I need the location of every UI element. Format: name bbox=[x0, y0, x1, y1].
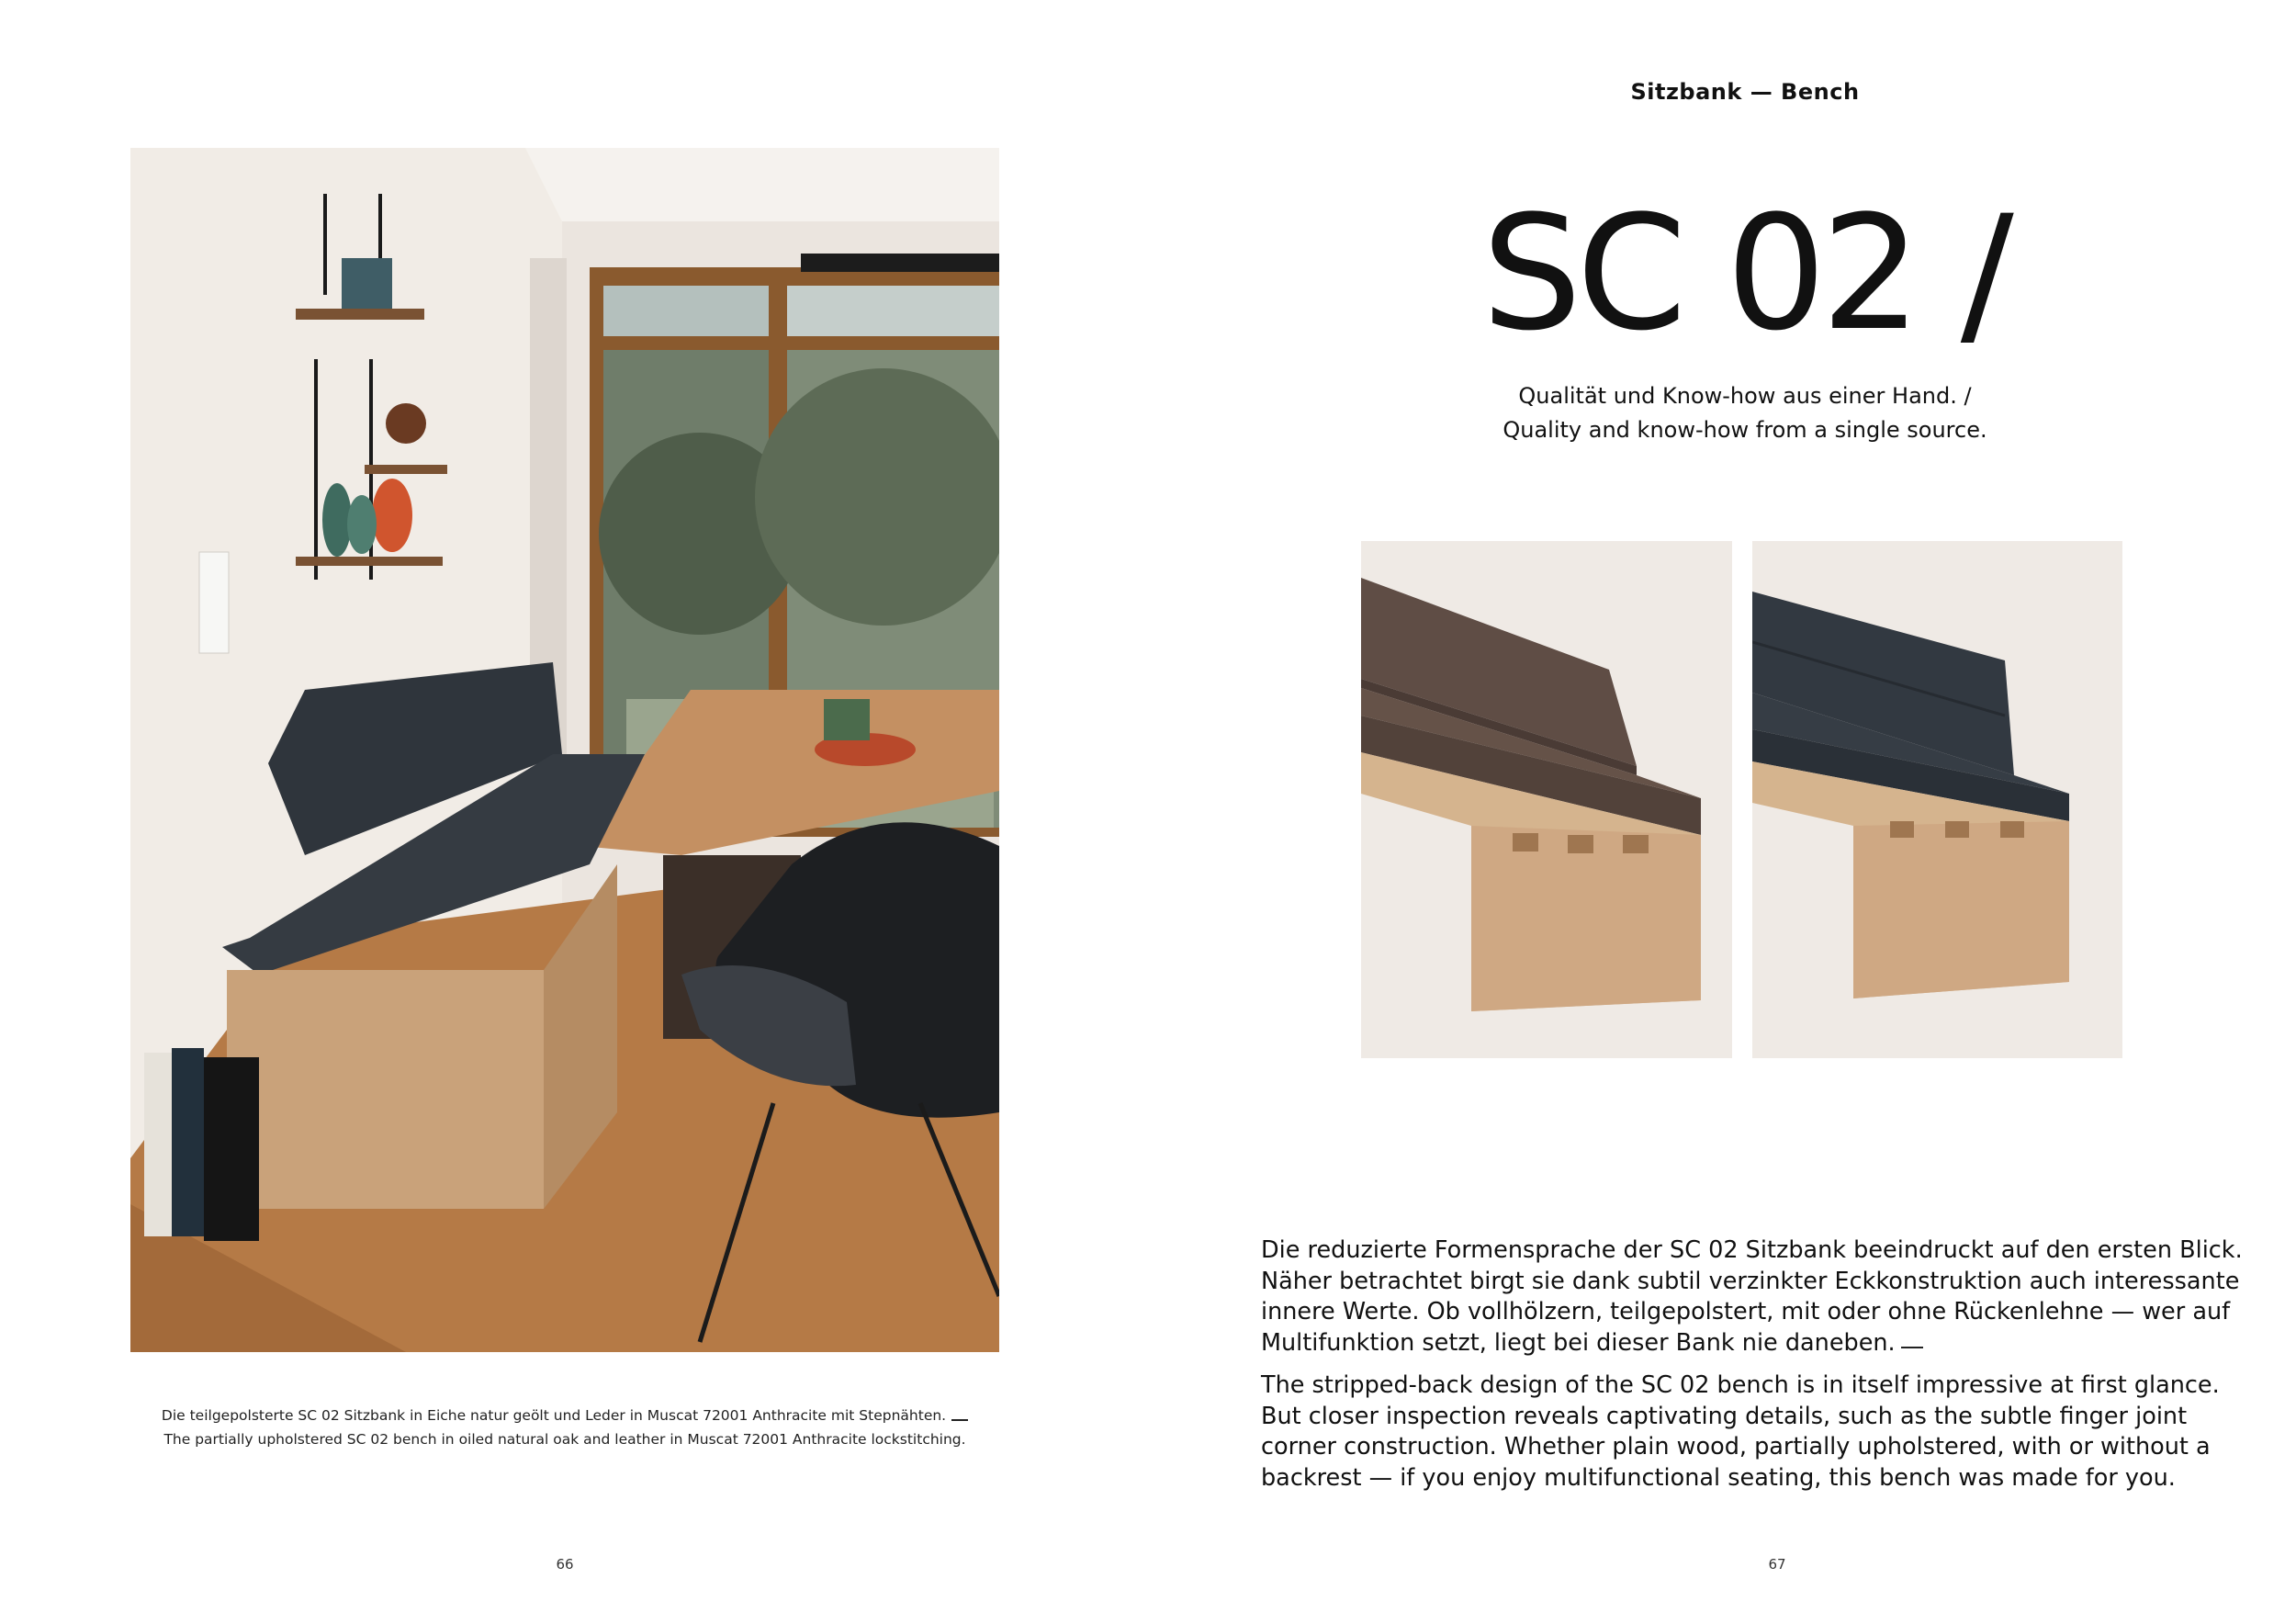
page-number-left: 66 bbox=[556, 1556, 574, 1573]
tagline-de: Qualität und Know-how aus einer Hand. / bbox=[1518, 383, 1972, 409]
model-title: SC 02 / bbox=[1481, 181, 2009, 366]
body-de-line: Die reduzierte Formensprache der SC 02 Sitzbank beeindruckt auf den ersten Blick. bbox=[1261, 1236, 2243, 1264]
caption-line-en: The partially upholstered SC 02 bench in oiled natural oak and leather in Muscat 72001 Anthracite lockstitching. bbox=[163, 1431, 966, 1448]
body-en-line: But closer inspection reveals captivating details, such as the subtle finger joint bbox=[1261, 1402, 2188, 1430]
interior-photo-icon bbox=[130, 148, 999, 1352]
body-en-line: The stripped-back design of the SC 02 bench is in itself impressive at first glance. bbox=[1261, 1371, 2220, 1399]
end-mark-icon bbox=[1901, 1347, 1923, 1348]
right-page bbox=[1148, 0, 2296, 1624]
body-en-line: corner construction. Whether plain wood, partially upholstered, with or without a bbox=[1261, 1433, 2211, 1460]
tagline bbox=[1378, 379, 2112, 447]
interior-photo bbox=[130, 148, 999, 1352]
body-de-line: innere Werte. Ob vollhölzern, teilgepolstert, mit oder ohne Rückenlehne — wer auf bbox=[1261, 1298, 2231, 1325]
tagline-en: Quality and know-how from a single source. bbox=[1503, 417, 1987, 443]
caption-line-de bbox=[130, 1404, 999, 1427]
bench-brown-leather-oak-icon bbox=[1361, 541, 1732, 1058]
product-image-anthracite-bench bbox=[1752, 541, 2122, 1058]
photo-caption bbox=[130, 1404, 999, 1451]
body-de-line-last bbox=[1261, 1328, 2234, 1359]
body-de-line: Näher betrachtet birgt sie dank subtil verzinkter Eckkonstruktion auch interessante bbox=[1261, 1267, 2240, 1295]
body-text-en bbox=[1261, 1370, 2234, 1494]
body-en-line: backrest — if you enjoy multifunctional seating, this bench was made for you. bbox=[1261, 1463, 2176, 1492]
body-text-de bbox=[1261, 1235, 2243, 1359]
bench-anthracite-leather-oak-icon bbox=[1752, 541, 2122, 1058]
end-mark-icon bbox=[951, 1419, 968, 1421]
product-image-brown-bench bbox=[1361, 541, 1732, 1058]
body-de-line-text: Multifunktion setzt, liegt bei dieser Bank nie daneben. bbox=[1261, 1328, 1896, 1357]
page-number-right: 67 bbox=[1768, 1556, 1786, 1573]
section-label: Sitzbank — Bench bbox=[1630, 79, 1860, 105]
caption-text-de: Die teilgepolsterte SC 02 Sitzbank in Eiche natur geölt und Leder in Muscat 72001 Anthracite mit Stepnähten. bbox=[161, 1407, 947, 1424]
